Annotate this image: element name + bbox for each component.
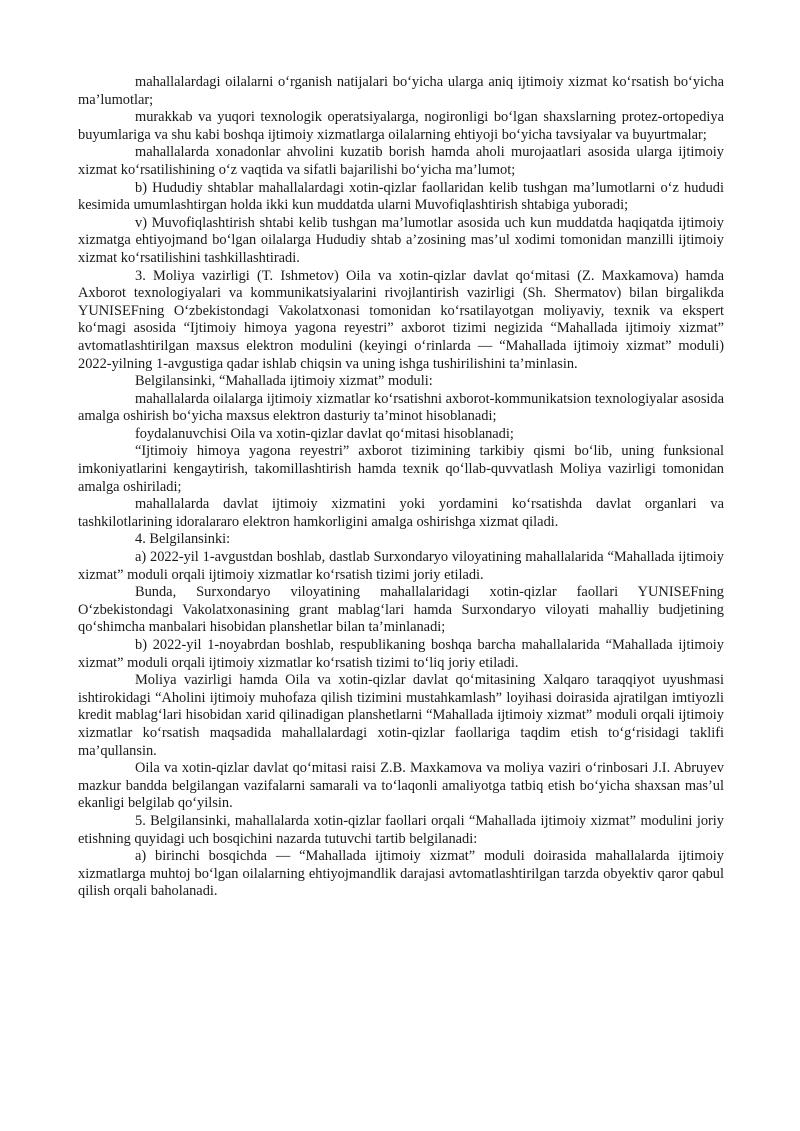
paragraph: v) Muvofiqlashtirish shtabi kelib tushgan ma’lumotlar asosida uch kun muddatda haqiqatda ijtimoiy xizmatga ehtiyojmand bo‘lgan oilalarga Hududiy shtab a’zosining mas’ul xodimi tomonidan manzilli ijtimoiy xizmat ko‘rsatilishini tashkillashtiradi.: [78, 214, 724, 266]
paragraph: murakkab va yuqori texnologik operatsiyalarga, nogironligi bo‘lgan shaxslarning protez-ortopediya buyumlariga va shu kabi boshqa ijtimoiy xizmatlarga oilalarning ehtiyoji bo‘yicha tavsiyalar va buyurtmalar;: [78, 109, 724, 143]
document-page: [78, 74, 724, 901]
paragraph: “Ijtimoiy himoya yagona reyestri” axborot tizimining tarkibiy qismi bo‘lib, uning funksional imkoniyatlarini kengaytirish, takomillashtirish hamda texnik qo‘llab-quvvatlash Moliya vazirligi tomonidan amalga oshiriladi;: [78, 443, 724, 495]
paragraph: Oila va xotin-qizlar davlat qo‘mitasi raisi Z.B. Maxkamova va moliya vaziri o‘rinbosari J.I. Abruyev mazkur bandda belgilangan vazifalarni samarali va to‘laqonli amaliyotga tatbiq etish bo‘yicha shaxsan mas’ul ekanligi belgilab qo‘yilsin.: [78, 760, 724, 812]
paragraph: Belgilansinki, “Mahallada ijtimoiy xizmat” moduli:: [135, 373, 433, 390]
paragraph: 5. Belgilansinki, mahallalarda xotin-qizlar faollari orqali “Mahallada ijtimoiy xizmat” modulini joriy etishning quyidagi uch bosqichini nazarda tutuvchi tartib belgilanadi:: [78, 812, 724, 847]
paragraph: 4. Belgilansinki:: [135, 531, 231, 548]
paragraph: mahallalarda davlat ijtimoiy xizmatini yoki yordamini ko‘rsatishda davlat organlari va tashkilotlarining idoralararo elektron hamkorligini amalga oshirishga xizmat qiladi.: [78, 496, 724, 530]
paragraph: a) 2022-yil 1-avgustdan boshlab, dastlab Surxondaryo viloyatining mahallalarida “Mahallada ijtimoiy xizmat” moduli orqali ijtimoiy xizmatlar ko‘rsatish tizimi joriy etiladi.: [78, 549, 724, 583]
paragraph: b) Hududiy shtablar mahallalardagi xotin-qizlar faollaridan kelib tushgan ma’lumotlarni o‘z hududi kesimida umumlashtirgan holda ikki kun muddatda ularni Muvofiqlashtirish shtabiga yuboradi;: [78, 179, 724, 214]
paragraph: a) birinchi bosqichda — “Mahallada ijtimoiy xizmat” moduli doirasida mahallalarda ijtimoiy xizmatlarga muhtoj bo‘lgan oilalarning ehtiyojmandlik darajasi avtomatlashtirilgan tarzda obyektiv qaror qabul qilish orqali baholanadi.: [78, 848, 724, 900]
paragraph: Moliya vazirligi hamda Oila va xotin-qizlar davlat qo‘mitasining Xalqaro taraqqiyot uyushmasi ishtirokidagi “Aholini ijtimoiy muhofaza qilish tizimini mustahkamlash” loyihasi doirasida ajratilgan imtiyozli kredit mablag‘lari hisobidan xarid qilinadigan planshetlarni “Mahallada ijtimoiy xizmat” moduli orqali ijtimoiy xizmatlar ko‘rsatish maqsadida mahallalardagi xotin-qizlar faollariga taqdim etish to‘g‘risidagi taklifi ma’qullansin.: [78, 672, 724, 759]
paragraph: mahallalarda xonadonlar ahvolini kuzatib borish hamda aholi murojaatlari asosida ularga ijtimoiy xizmat ko‘rsatilishining o‘z vaqtida va sifatli bajarilishi bo‘yicha ma’lumot;: [78, 144, 724, 178]
paragraph: mahallalardagi oilalarni o‘rganish natijalari bo‘yicha ularga aniq ijtimoiy xizmat ko‘rsatish bo‘yicha ma’lumotlar;: [78, 74, 724, 108]
paragraph: Bunda, Surxondaryo viloyatining mahallalaridagi xotin-qizlar faollari YUNISEFning O‘zbekistondagi Vakolatxonasining grant mablag‘lari hamda Surxondaryo viloyati mahalliy budjetining qo‘shimcha manbalari hisobidan planshetlar bilan ta’minlanadi;: [78, 584, 724, 636]
paragraph: b) 2022-yil 1-noyabrdan boshlab, respublikaning boshqa barcha mahallalarida “Mahallada ijtimoiy xizmat” moduli orqali ijtimoiy xizmatlar ko‘rsatish tizimi to‘liq joriy etiladi.: [78, 637, 724, 671]
paragraph: mahallalarda oilalarga ijtimoiy xizmatlar ko‘rsatishni axborot-kommunikatsion texnologiyalar asosida amalga oshirish bo‘yicha maxsus elektron dasturiy ta’minot hisoblanadi;: [78, 390, 724, 425]
paragraph: 3. Moliya vazirligi (T. Ishmetov) Oila va xotin-qizlar davlat qo‘mitasi (Z. Maxkamova) hamda Axborot texnologiyalari va kommunikatsiyalarini rivojlantirish vazirligi (Sh. Shermatov) bilan birgalikda YUNISEFning O‘zbekistondagi Vakolatxonasi tomonidan ko‘rsatilayotgan moliyaviy, texnik va ekspert ko‘magi asosida “Ijtimoiy himoya yagona reyestri” axborot tizimi negizida “Mahallada ijtimoiy xizmat” avtomatlashtirilgan maxsus elektron modulini (keyingi o‘rinlarda — “Mahallada ijtimoiy xizmat” moduli) 2022-yilning 1-avgustiga qadar ishlab chiqsin va uning ishga tushirilishini ta’minlasin.: [78, 267, 724, 372]
paragraph: foydalanuvchisi Oila va xotin-qizlar davlat qo‘mitasi hisoblanadi;: [135, 425, 514, 442]
